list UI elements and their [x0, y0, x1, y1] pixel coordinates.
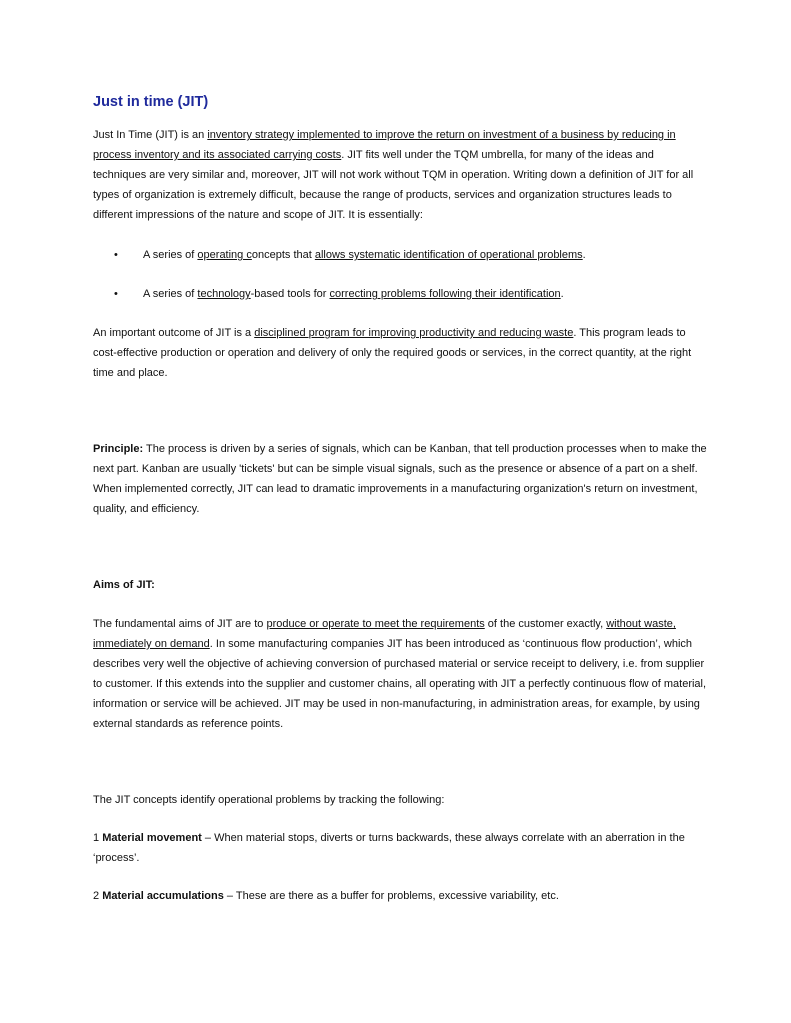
bullet-dot-icon: • — [114, 288, 118, 300]
aims-link-requirements[interactable]: produce or operate to meet the requirements — [266, 618, 485, 630]
aims-text-2: of the customer exactly, — [484, 618, 607, 630]
intro-text-1: Just In Time (JIT) is an — [93, 129, 208, 141]
item-number: 2 — [93, 890, 103, 902]
page-title: Just in time (JIT) — [93, 94, 209, 110]
principle-text: The process is driven by a series of signals, which can be Kanban, that tell production processes when to make the next part. Kanban are usually 'tickets' but can be simple visual signals, such as the presence or absence of a part on a shelf. When implemented correctly, JIT can lead to dramatic improvements in a manufacturing organization's return on investment, quality, and efficiency. — [93, 443, 707, 515]
principle-paragraph — [93, 439, 708, 519]
outcome-link-disciplined-program[interactable]: disciplined program for improving productivity and reducing waste — [254, 327, 574, 339]
bullet-link-identification[interactable]: allows systematic identification of operational problems — [314, 249, 583, 261]
bullet-link-operating-concepts[interactable]: operating c — [197, 249, 252, 261]
bullet-text: A series of — [143, 288, 198, 300]
concepts-intro: The JIT concepts identify operational problems by tracking the following: — [93, 794, 445, 806]
aims-link-without-waste[interactable]: without waste, immediately on demand — [93, 618, 676, 650]
bullet-text: oncepts that — [251, 249, 315, 261]
outcome-text-2: . This program leads to cost-effective production or operation and delivery of only the required goods or services, in the correct quantity, at the right time and place. — [93, 327, 692, 379]
bullet-text: A series of — [143, 249, 198, 261]
intro-paragraph — [93, 125, 708, 225]
bullet-text: . — [560, 288, 564, 300]
intro-text-2: . JIT fits well under the TQM umbrella, for many of the ideas and techniques are very similar and, moreover, JIT will not work without TQM in operation. Writing down a definition of JIT for all types of organization is extremely difficult, because the range of products, services and organization structures leads to different impressions of the nature and scope of JIT. It is essentially: — [93, 149, 694, 221]
list-item — [93, 828, 708, 868]
bullet-text: . — [582, 249, 586, 261]
bullet-link-correcting-problems[interactable]: correcting problems following their identification — [329, 288, 561, 300]
intro-link-inventory-strategy[interactable]: inventory strategy implemented to improve the return on investment of a business by reducing in process inventory and its associated carrying costs — [93, 129, 676, 161]
principle-label: Principle: — [93, 443, 144, 455]
outcome-text-1: An important outcome of JIT is a — [93, 327, 255, 339]
aims-heading: Aims of JIT: — [93, 579, 155, 591]
aims-paragraph — [93, 614, 708, 734]
bullet-text: -based tools for — [250, 288, 330, 300]
aims-text-1: The fundamental aims of JIT are to — [93, 618, 267, 630]
item-label: Material movement — [102, 832, 202, 844]
list-item — [93, 886, 708, 906]
aims-text-3: . In some manufacturing companies JIT has been introduced as ‘continuous flow production’, which describes very well the objective of achieving conversion of purchased material or service receipt to delivery, i.e. from supplier to customer. If this extends into the supplier and customer chains, all operating with JIT a perfectly continuous flow of material, information or service will be achieved. JIT may be used in non-manufacturing, in administration areas, for example, by using external standards as reference points. — [93, 638, 707, 730]
item-label: Material accumulations — [102, 890, 224, 902]
bullet-link-technology[interactable]: technology — [197, 288, 251, 300]
item-text: – When material stops, diverts or turns backwards, these always correlate with an aberration in the ‘process’. — [93, 832, 685, 864]
bullet-dot-icon: • — [114, 249, 118, 261]
item-text: – These are there as a buffer for problems, excessive variability, etc. — [223, 890, 559, 902]
outcome-paragraph — [93, 323, 708, 383]
item-number: 1 — [93, 832, 103, 844]
